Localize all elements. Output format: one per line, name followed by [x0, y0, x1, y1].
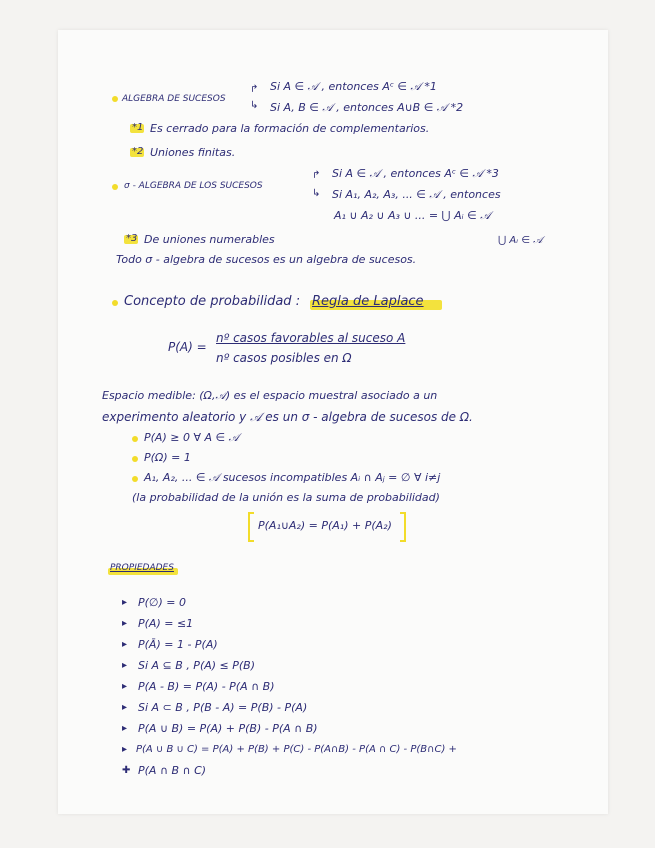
formula-denominator: nº casos posibles en Ω	[216, 351, 352, 365]
property-item: P(A) = ≤1	[138, 617, 194, 630]
sigma-rule-3: A₁ ∪ A₂ ∪ A₃ ∪ ... = ⋃ Aᵢ ∈ 𝒜	[334, 209, 491, 222]
sigma-statement: Todo σ - algebra de sucesos es un algebra de sucesos.	[116, 253, 417, 266]
measurable-line-1: Espacio medible: (Ω,𝒜) es el espacio muestral asociado a un	[102, 389, 438, 402]
axiom-2: P(Ω) = 1	[144, 451, 191, 464]
sigma-title: σ - ALGEBRA DE LOS SUCESOS	[124, 181, 263, 191]
triangle-bullet-icon: ▸	[122, 681, 128, 692]
bullet-dot	[132, 476, 138, 482]
bracket-left	[248, 512, 254, 542]
plus-bullet-icon: ✚	[122, 765, 131, 776]
property-item: P(A ∪ B) = P(A) + P(B) - P(A ∩ B)	[138, 722, 318, 735]
sigma-note-formula: ⋃ Aᵢ ∈ 𝒜	[498, 235, 543, 246]
notebook-page	[58, 30, 608, 814]
properties-title: PROPIEDADES	[110, 563, 174, 573]
algebra-rule-1: Si A ∈ 𝒜 , entonces Aᶜ ∈ 𝒜 *1	[270, 80, 437, 93]
algebra-note-1: Es cerrado para la formación de complementarios.	[150, 122, 430, 135]
sigma-note-3: De uniones numerables	[144, 233, 275, 246]
formula-lhs: P(A) =	[168, 340, 207, 354]
bullet-dot	[132, 436, 138, 442]
algebra-title: ALGEBRA DE SUCESOS	[122, 94, 226, 104]
algebra-note-2: Uniones finitas.	[150, 146, 236, 159]
triangle-bullet-icon: ▸	[122, 639, 128, 650]
property-item: P(Ā) = 1 - P(A)	[138, 638, 218, 651]
sigma-rule-1: Si A ∈ 𝒜 , entonces Aᶜ ∈ 𝒜 *3	[332, 167, 499, 180]
curved-arrow-icon: ↱	[250, 84, 259, 95]
property-item: Si A ⊆ B , P(A) ≤ P(B)	[138, 659, 256, 672]
triangle-bullet-icon: ▸	[122, 660, 128, 671]
laplace-rule: Regla de Laplace	[312, 294, 424, 309]
property-item: Si A ⊂ B , P(B - A) = P(B) - P(A)	[138, 701, 308, 714]
triangle-bullet-icon: ▸	[122, 702, 128, 713]
property-item: P(A - B) = P(A) - P(A ∩ B)	[138, 680, 275, 693]
bracket-right	[400, 512, 406, 542]
algebra-rule-2: Si A, B ∈ 𝒜 , entonces A∪B ∈ 𝒜 *2	[270, 101, 464, 114]
triangle-bullet-icon: ▸	[122, 618, 128, 629]
property-item: P(∅) = 0	[138, 596, 187, 609]
note-tag: *1	[132, 122, 144, 133]
bullet-dot	[132, 456, 138, 462]
property-item: P(A ∩ B ∩ C)	[138, 764, 207, 777]
bullet-dot	[112, 96, 118, 102]
note-tag: *2	[132, 146, 144, 157]
triangle-bullet-icon: ▸	[122, 723, 128, 734]
triangle-bullet-icon: ▸	[122, 597, 128, 608]
boxed-formula: P(A₁∪A₂) = P(A₁) + P(A₂)	[258, 519, 392, 532]
measurable-line-2: experimento aleatorio y 𝒜 es un σ - algebra de sucesos de Ω.	[102, 410, 473, 424]
property-item: P(A ∪ B ∪ C) = P(A) + P(B) + P(C) - P(A∩B) - P(A ∩ C) - P(B∩C) +	[136, 744, 457, 755]
axiom-1: P(A) ≥ 0 ∀ A ∈ 𝒜	[144, 431, 239, 444]
probability-title: Concepto de probabilidad :	[124, 294, 301, 309]
triangle-bullet-icon: ▸	[122, 744, 128, 755]
axiom-3-note: (la probabilidad de la unión es la suma de probabilidad)	[132, 491, 440, 504]
bullet-dot	[112, 300, 118, 306]
curved-arrow-icon: ↳	[250, 100, 259, 111]
bullet-dot	[112, 184, 118, 190]
curved-arrow-icon: ↳	[312, 188, 321, 199]
axiom-3: A₁, A₂, ... ∈ 𝒜 sucesos incompatibles Aᵢ ∩ Aⱼ = ∅ ∀ i≠j	[144, 471, 441, 484]
note-tag: *3	[126, 233, 138, 244]
sigma-rule-2: Si A₁, A₂, A₃, ... ∈ 𝒜 , entonces	[332, 188, 501, 201]
formula-numerator: nº casos favorables al suceso A	[216, 331, 406, 345]
curved-arrow-icon: ↱	[312, 170, 321, 181]
